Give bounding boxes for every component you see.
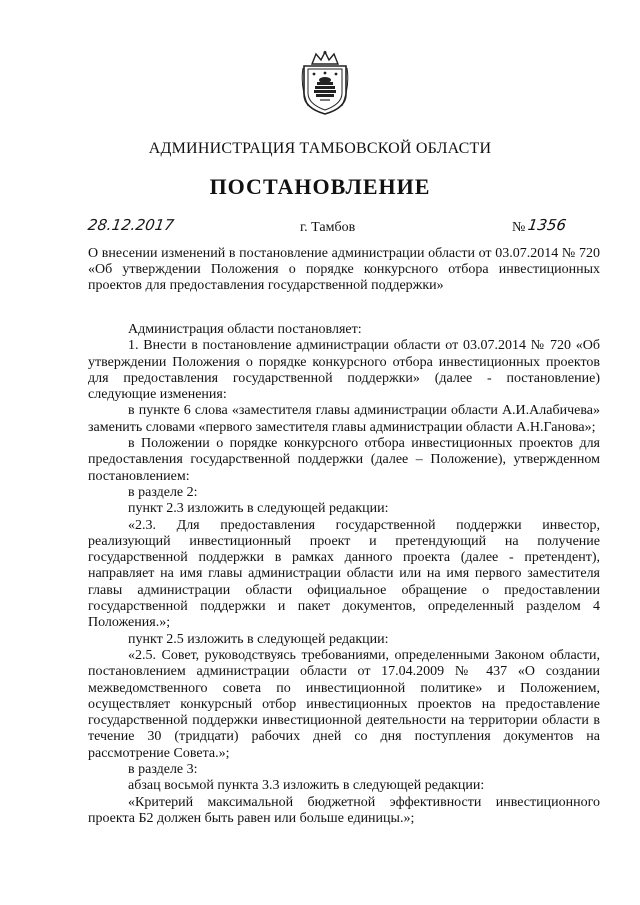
paragraph: абзац восьмой пункта 3.3 изложить в следующей редакции:	[128, 778, 485, 794]
paragraph: в пункте 6 слова «заместителя главы администрации области А.И.Алабичева» заменить словами «первого заместителя главы администрации области А.Н.Ганова»;	[88, 403, 600, 435]
organization-name: АДМИНИСТРАЦИЯ ТАМБОВСКОЙ ОБЛАСТИ	[148, 140, 492, 157]
document-number: 1356	[526, 216, 568, 234]
document-city: г. Тамбов	[300, 220, 356, 235]
document-date: 28.12.2017	[86, 216, 176, 234]
paragraph: 1. Внести в постановление администрации области от 03.07.2014 № 720 «Об утверждении Положения о порядке конкурсного отбора инвестиционных проектов для предоставления государственной поддержки» (далее - постановление) следующие изменения:	[88, 338, 600, 403]
paragraph: Администрация области постановляет:	[128, 322, 362, 337]
document-type: ПОСТАНОВЛЕНИЕ	[209, 174, 431, 199]
paragraph: в разделе 2:	[128, 484, 198, 500]
paragraph: в разделе 3:	[128, 762, 198, 778]
paragraph: «Критерий максимальной бюджетной эффективности инвестиционного проекта Б2 должен быть равен или больше единицы.»;	[88, 794, 600, 826]
document-body	[88, 322, 600, 827]
paragraph: «2.3. Для предоставления государственной поддержки инвестор, реализующий инвестиционный проект и претендующий на получение государственной поддержки в рамках данного проекта (далее - претендент), направляет на имя главы администрации области или на имя первого заместителя главы администрации области официальное обращение о предоставлении государственной поддержки и пакет документов, определенный разделом 4 Положения.»;	[88, 517, 600, 631]
document-title: О внесении изменений в постановление администрации области от 03.07.2014 № 720 «Об утверждении Положения о порядке конкурсного отбора инвестиционных проектов для предоставления государственной поддержки»	[88, 246, 600, 293]
paragraph: в Положении о порядке конкурсного отбора инвестиционных проектов для предоставления государственной поддержки (далее – Положение), утвержденном постановлением:	[88, 436, 600, 484]
paragraph: «2.5. Совет, руководствуясь требованиями, определенными Законом области, постановлением администрации области от 17.04.2009 № 437 «О создании межведомственного совета по инвестиционной политике» и Положением, осуществляет конкурсный отбор инвестиционных проектов на предоставление государственной поддержки инвестиционной деятельности на территории области в течение 30 (тридцати) рабочих дней со дня поступления документов на рассмотрение Совета.»;	[88, 647, 600, 761]
coat-of-arms-icon	[300, 50, 350, 116]
number-label: №	[512, 220, 526, 235]
paragraph: пункт 2.5 изложить в следующей редакции:	[128, 631, 389, 647]
paragraph: пункт 2.3 изложить в следующей редакции:	[128, 501, 389, 517]
